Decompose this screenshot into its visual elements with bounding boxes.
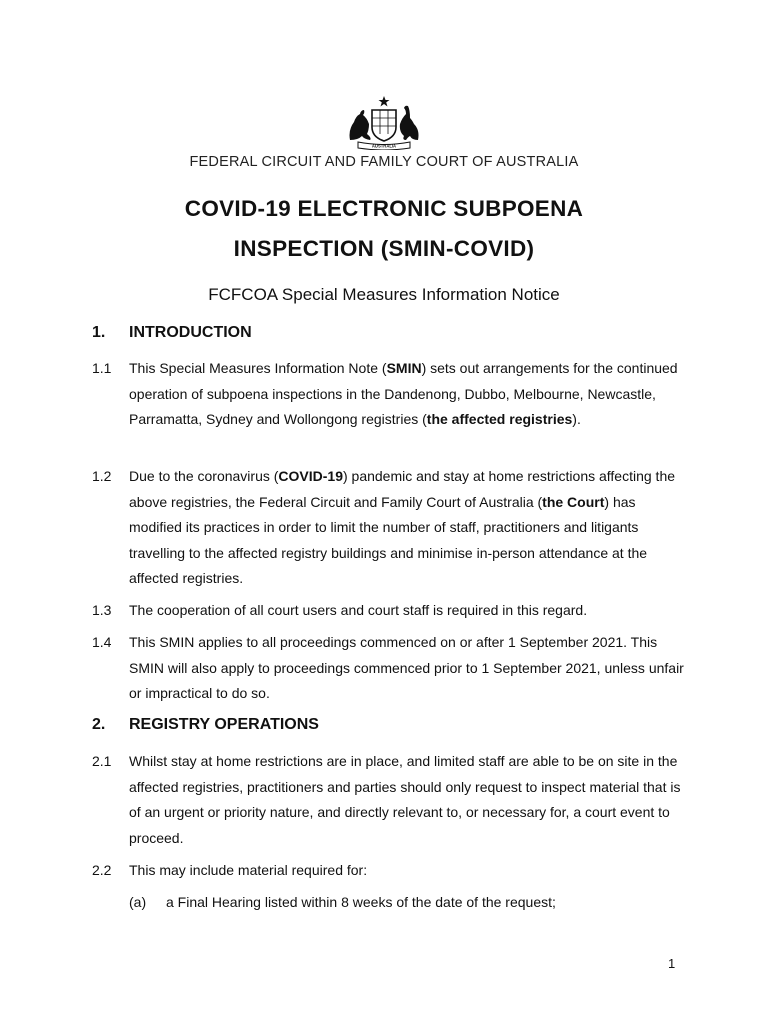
paragraph-number: 1.2 bbox=[92, 468, 112, 484]
document-title-line-2: INSPECTION (SMIN-COVID) bbox=[233, 236, 535, 261]
subitem-text: a Final Hearing listed within 8 weeks of the date of the request; bbox=[166, 894, 556, 910]
subitem-label: (a) bbox=[129, 894, 147, 910]
section-title: REGISTRY OPERATIONS bbox=[129, 716, 319, 733]
paragraph-number: 2.2 bbox=[92, 862, 112, 878]
crest-label: AUSTRALIA bbox=[371, 143, 397, 149]
paragraph-text: Whilst stay at home restrictions are in place, and limited staff are able to be on site in the affected registries, practitioners and parties should only request to inspect material that is of an urgent or priority nature, and directly relevant to, or necessary for, a court event to proceed. bbox=[129, 753, 681, 846]
defined-term: the affected registries bbox=[426, 411, 573, 427]
defined-term: COVID-19 bbox=[278, 468, 343, 484]
paragraph-1-3 bbox=[92, 598, 692, 624]
paragraph-text: This Special Measures Information Note (SMIN) sets out arrangements for the continued operation of subpoena inspections in the Dandenong, Dubbo, Melbourne, Newcastle, Parramatta, Sydney and Wollongong registries (the affected registries). bbox=[129, 360, 678, 427]
paragraph-1-2 bbox=[92, 464, 692, 592]
paragraph-text: This SMIN applies to all proceedings commenced on or after 1 September 2021. This SMIN will also apply to proceedings commenced prior to 1 September 2021, unless unfair or impractical to do so. bbox=[129, 634, 684, 701]
paragraph-1-4 bbox=[92, 630, 692, 707]
section-heading-registry-operations bbox=[92, 716, 319, 734]
court-name: FEDERAL CIRCUIT AND FAMILY COURT OF AUSTRALIA bbox=[189, 154, 579, 170]
paragraph-2-2 bbox=[92, 858, 692, 884]
section-title: INTRODUCTION bbox=[129, 324, 252, 341]
document-title-line-1: COVID-19 ELECTRONIC SUBPOENA bbox=[184, 196, 584, 221]
subitem-a bbox=[129, 894, 556, 910]
section-heading-introduction bbox=[92, 324, 252, 342]
paragraph-text: The cooperation of all court users and court staff is required in this regard. bbox=[129, 602, 588, 618]
paragraph-text: Due to the coronavirus (COVID-19) pandemic and stay at home restrictions affecting the above registries, the Federal Circuit and Family Court of Australia (the Court) has modified its practices in order to limit the number of staff, practitioners and litigants travelling to the affected registry buildings and minimise in-person attendance at the affected registries. bbox=[129, 468, 676, 586]
paragraph-number: 1.4 bbox=[92, 634, 112, 650]
section-number: 1. bbox=[92, 324, 106, 341]
paragraph-number: 1.3 bbox=[92, 602, 112, 618]
document-subtitle: FCFCOA Special Measures Information Notice bbox=[208, 285, 560, 304]
paragraph-2-1 bbox=[92, 749, 692, 851]
coat-of-arms-icon bbox=[342, 94, 426, 150]
defined-term: SMIN bbox=[386, 360, 422, 376]
defined-term: the Court bbox=[542, 493, 605, 510]
paragraph-text: This may include material required for: bbox=[129, 862, 368, 878]
paragraph-number: 2.1 bbox=[92, 753, 112, 769]
paragraph-1-1 bbox=[92, 356, 692, 433]
page-number: 1 bbox=[668, 956, 676, 971]
paragraph-number: 1.1 bbox=[92, 360, 112, 376]
section-number: 2. bbox=[92, 716, 106, 733]
